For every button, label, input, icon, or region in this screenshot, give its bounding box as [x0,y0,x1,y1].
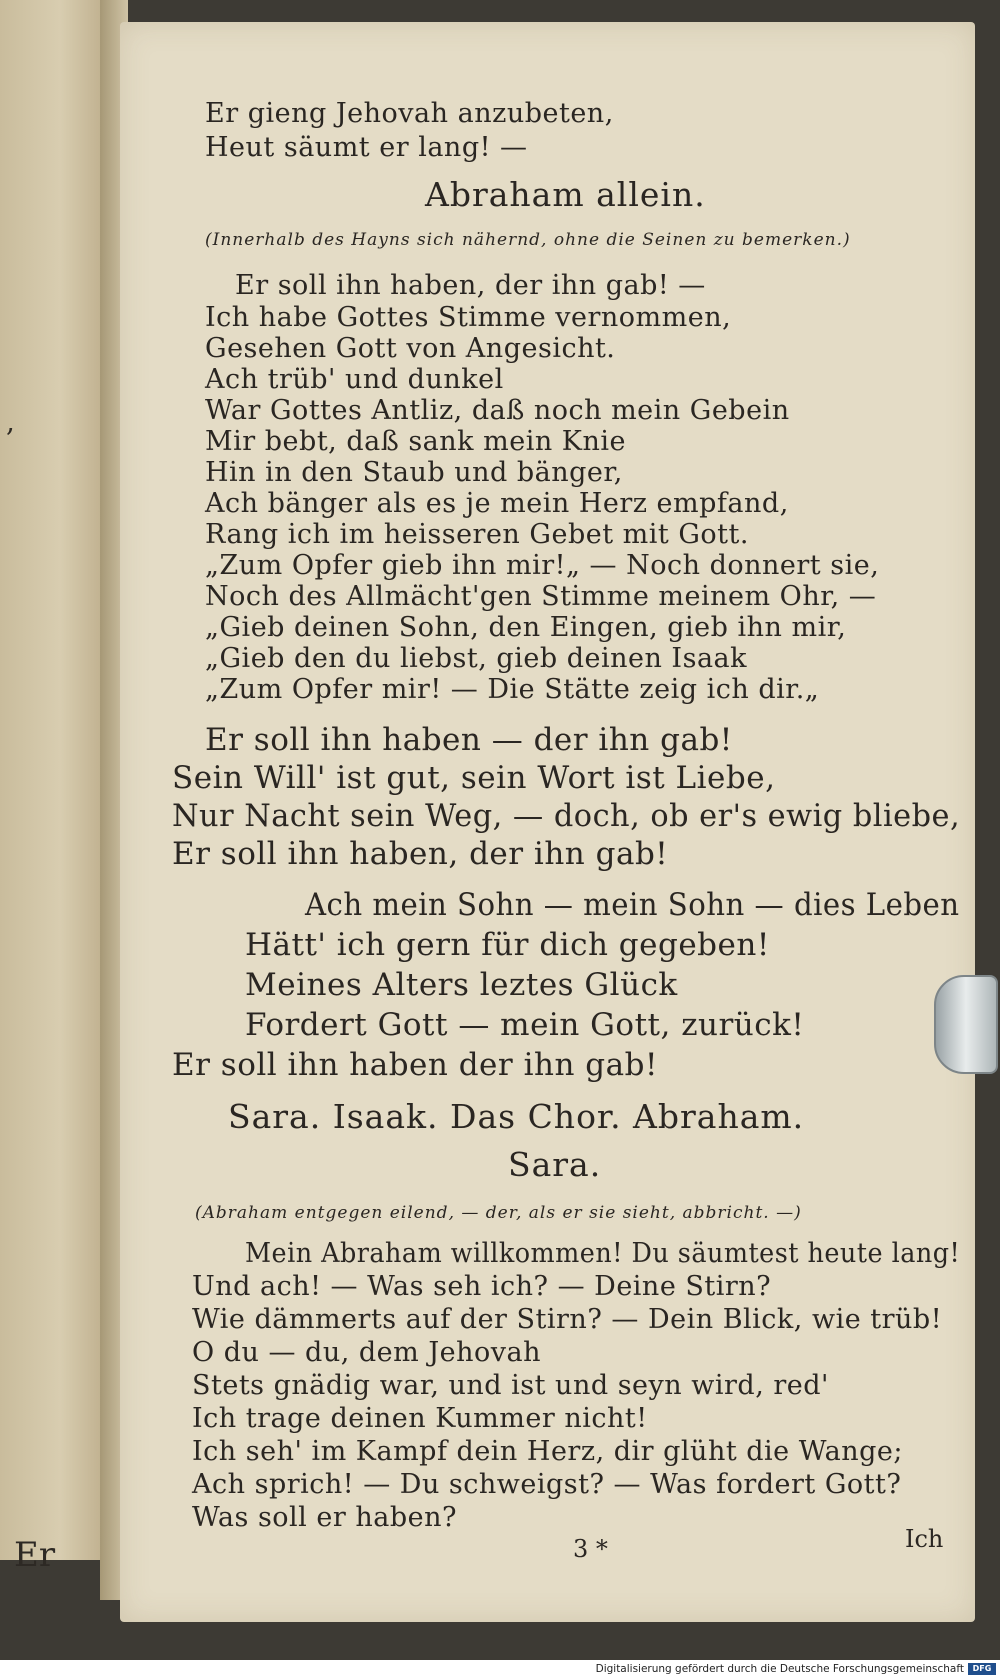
verse-line: Er gieng Jehovah anzubeten, [205,98,614,129]
verse-line: Was soll er haben? [192,1502,457,1533]
margin-mark: , [6,405,15,438]
verse-line: Ich seh' im Kampf dein Herz, dir glüht die Wange; [192,1436,903,1467]
funding-credit: Digitalisierung gefördert durch die Deutsche Forschungsgemeinschaft [595,1663,964,1675]
facing-page-catchword: Er [14,1535,56,1575]
verse-line: Sein Will' ist gut, sein Wort ist Liebe, [172,760,776,796]
verse-line: „Gieb den du liebst, gieb deinen Isaak [205,643,748,674]
verse-line: Ich habe Gottes Stimme vernommen, [205,302,732,333]
verse-line: Ach mein Sohn — mein Sohn — dies Leben [305,887,960,923]
page-clip [934,975,998,1074]
verse-line: Nur Nacht sein Weg, — doch, ob er's ewig bliebe, [172,798,961,834]
verse-line: Er soll ihn haben, der ihn gab! [172,836,669,872]
verse-line: Er soll ihn haben, der ihn gab! — [235,270,706,301]
verse-line: Rang ich im heisseren Gebet mit Gott. [205,519,749,550]
verse-line: „Zum Opfer gieb ihn mir!„ — Noch donnert sie, [205,550,880,581]
speakers-heading: Sara. Isaak. Das Chor. Abraham. [228,1097,805,1136]
dfg-logo: DFG [968,1663,996,1675]
facing-page [0,0,100,1575]
footer-bar [0,1660,1000,1679]
verse-line: „Zum Opfer mir! — Die Stätte zeig ich dir.„ [205,674,820,705]
verse-line: War Gottes Antliz, daß noch mein Gebein [205,395,790,426]
verse-line: Wie dämmerts auf der Stirn? — Dein Blick, wie trüb! [192,1304,943,1335]
stage-direction: (Abraham entgegen eilend, — der, als er sie sieht, abbricht. —) [195,1203,802,1223]
verse-line: Noch des Allmächt'gen Stimme meinem Ohr, — [205,581,877,612]
verse-line: Mir bebt, daß sank mein Knie [205,426,626,457]
verse-line: Ach bänger als es je mein Herz empfand, [205,488,789,519]
verse-line: Mein Abraham willkommen! Du säumtest heute lang! [245,1238,961,1269]
verse-line: Er soll ihn haben der ihn gab! [172,1047,658,1083]
verse-line: Und ach! — Was seh ich? — Deine Stirn? [192,1271,772,1302]
verse-line: Hin in den Staub und bänger, [205,457,623,488]
stage-direction: (Innerhalb des Hayns sich nähernd, ohne die Seinen zu bemerken.) [205,230,851,250]
verse-line: Fordert Gott — mein Gott, zurück! [245,1007,805,1043]
verse-line: Stets gnädig war, und ist und seyn wird, red' [192,1370,829,1401]
signature-mark: 3 * [573,1535,608,1563]
catchword: Ich [905,1525,944,1553]
verse-line: Heut säumt er lang! — [205,132,528,163]
verse-line: Gesehen Gott von Angesicht. [205,333,616,364]
verse-line: Ach sprich! — Du schweigst? — Was fordert Gott? [192,1469,902,1500]
verse-line: Ich trage deinen Kummer nicht! [192,1403,648,1434]
verse-line: Hätt' ich gern für dich gegeben! [245,927,770,963]
verse-line: Meines Alters leztes Glück [245,967,678,1003]
verse-line: Ach trüb' und dunkel [205,364,504,395]
verse-line: „Gieb deinen Sohn, den Eingen, gieb ihn mir, [205,612,847,643]
verse-line: Er soll ihn haben — der ihn gab! [205,722,733,758]
speaker-heading: Sara. [508,1145,602,1184]
verse-line: O du — du, dem Jehovah [192,1337,542,1368]
speaker-heading: Abraham allein. [425,175,706,214]
